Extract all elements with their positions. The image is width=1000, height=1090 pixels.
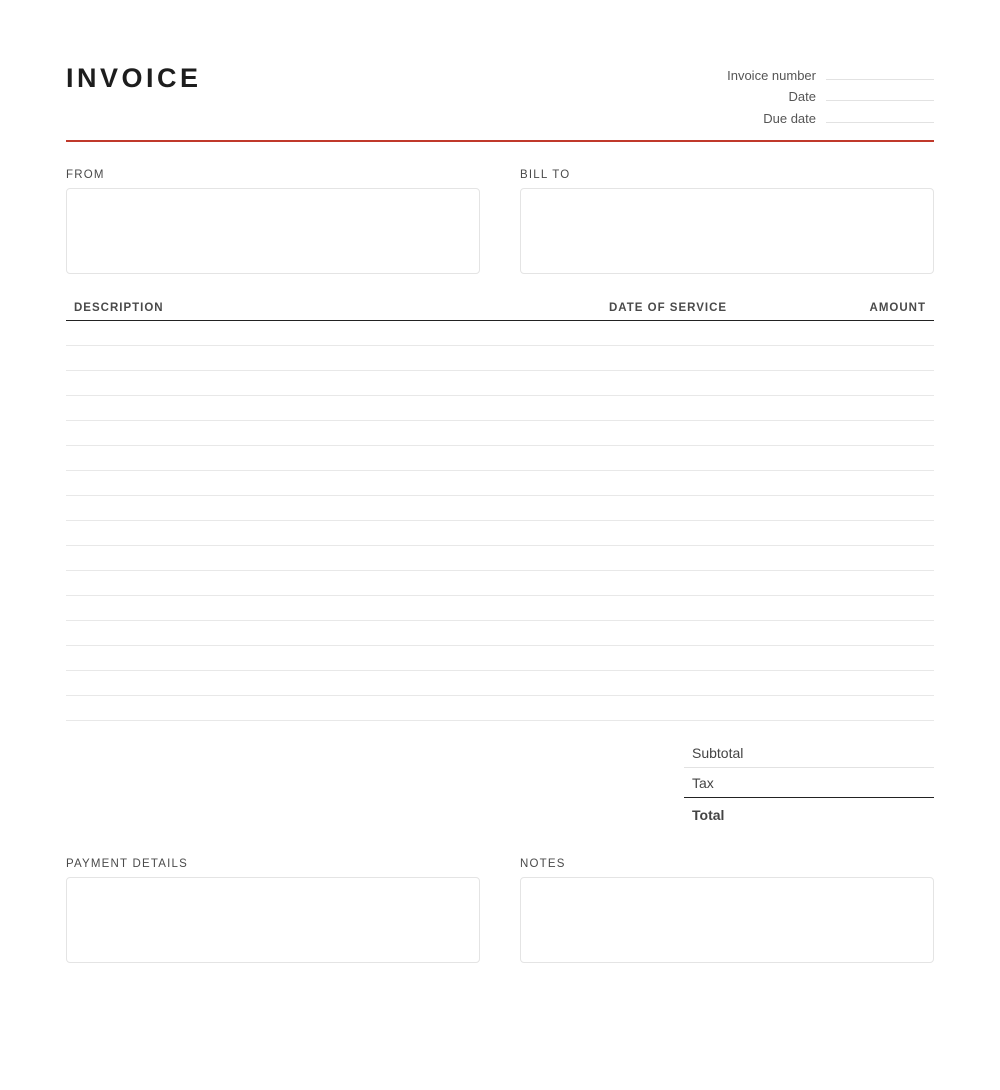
total-row xyxy=(684,798,934,827)
table-row[interactable] xyxy=(66,371,934,396)
invoice-number-row xyxy=(634,62,934,84)
invoice-page xyxy=(66,0,934,1090)
table-row[interactable] xyxy=(66,321,934,346)
payment-details-field[interactable] xyxy=(66,877,480,963)
bill-to-field[interactable] xyxy=(520,188,934,274)
date-field[interactable] xyxy=(826,100,934,101)
table-row[interactable] xyxy=(66,471,934,496)
table-row[interactable] xyxy=(66,646,934,671)
subtotal-label: Subtotal xyxy=(692,745,744,761)
table-row[interactable] xyxy=(66,446,934,471)
table-row[interactable] xyxy=(66,596,934,621)
table-row[interactable] xyxy=(66,571,934,596)
invoice-title: INVOICE xyxy=(66,63,202,93)
table-row[interactable] xyxy=(66,696,934,721)
table-row[interactable] xyxy=(66,671,934,696)
table-row[interactable] xyxy=(66,546,934,571)
amount-column-header: AMOUNT xyxy=(869,302,926,314)
notes-field[interactable] xyxy=(520,877,934,963)
from-field[interactable] xyxy=(66,188,480,274)
date-label: Date xyxy=(788,89,816,104)
invoice-meta xyxy=(634,62,934,127)
due-date-label: Due date xyxy=(763,110,816,126)
header-divider xyxy=(66,140,934,142)
table-row[interactable] xyxy=(66,521,934,546)
due-date-field[interactable] xyxy=(826,122,934,123)
date-row xyxy=(634,84,934,106)
tax-row xyxy=(684,768,934,798)
bill-to-label: BILL TO xyxy=(520,169,571,181)
subtotal-row xyxy=(684,738,934,768)
payment-details-label: PAYMENT DETAILS xyxy=(66,858,188,870)
from-label: FROM xyxy=(66,169,105,181)
date-of-service-column-header: DATE OF SERVICE xyxy=(609,302,728,314)
notes-label: NOTES xyxy=(520,858,566,870)
due-date-row xyxy=(634,105,934,127)
table-row[interactable] xyxy=(66,621,934,646)
total-label: Total xyxy=(692,807,725,823)
tax-label: Tax xyxy=(692,775,714,791)
invoice-number-label: Invoice number xyxy=(727,67,816,83)
description-column-header: DESCRIPTION xyxy=(74,302,164,314)
table-row[interactable] xyxy=(66,346,934,371)
table-row[interactable] xyxy=(66,396,934,421)
table-row[interactable] xyxy=(66,496,934,521)
line-items-header xyxy=(66,296,934,321)
line-items xyxy=(66,321,934,721)
table-row[interactable] xyxy=(66,421,934,446)
invoice-number-field[interactable] xyxy=(826,79,934,80)
totals-block xyxy=(684,738,934,827)
